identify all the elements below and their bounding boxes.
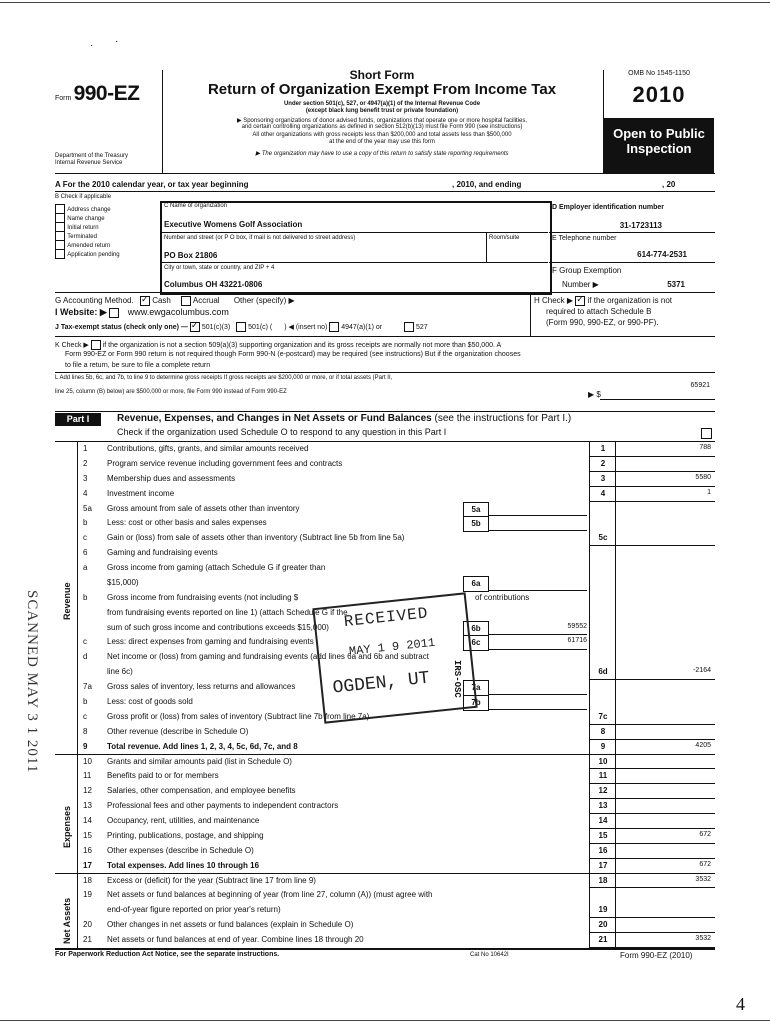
sub-line-box: 7a <box>463 680 489 696</box>
accrual-label: Accrual <box>192 296 220 306</box>
gross-receipts-text: L Add lines 5b, 6c, and 7b, to line 9 to determine gross receipts If gross receipts are $200,000 or more, or if total assets (Part II, <box>55 375 393 381</box>
footer-cat-number: Cat No 10642I <box>470 952 509 958</box>
check-k-text: if the organization is not a section 509(a)(3) supporting organization and its gross receipts are normally not more than $50,000. A <box>102 341 502 349</box>
table-row <box>55 844 715 859</box>
form-number: 990-EZ <box>73 82 140 105</box>
table-row <box>55 472 715 487</box>
line-number: 20 <box>83 920 92 930</box>
scan-dot: · <box>115 36 119 47</box>
tax-year: 2010 <box>632 82 686 107</box>
sub-line-amount[interactable] <box>489 578 587 591</box>
cash-checkbox[interactable] <box>140 296 150 306</box>
table-row <box>55 740 715 755</box>
check-application-pending[interactable]: Application pending <box>55 249 120 258</box>
sub-line-box: 6a <box>463 576 489 592</box>
schedule-o-check-row <box>117 427 446 437</box>
line-number: 13 <box>83 801 92 811</box>
tax-year-box <box>604 82 714 108</box>
line-box-number: 17 <box>598 860 608 870</box>
line-description: sum of such gross income and contributions exceeds $15,000) <box>107 622 329 632</box>
table-row <box>55 888 715 903</box>
4947-label: 4947(a)(1) or <box>341 323 383 331</box>
line-description: end-of-year figure reported on prior year's return) <box>107 905 281 915</box>
table-row <box>55 502 715 517</box>
line-description: Net assets or fund balances at end of year. Combine lines 18 through 20 <box>107 935 364 945</box>
line-description: Excess or (deficit) for the year (Subtract line 17 from line 9) <box>107 875 316 885</box>
line-number: 2 <box>83 458 88 468</box>
form-number-block <box>55 82 139 106</box>
sub-line-amount[interactable]: 61716 <box>489 637 587 650</box>
line-description: Other revenue (describe in Schedule O) <box>107 726 249 736</box>
sub-line-box: 5b <box>463 516 489 532</box>
line-description: Contributions, gifts, grants, and similar amounts received <box>107 444 309 453</box>
table-row <box>55 784 715 799</box>
line-description: Investment income <box>107 488 175 498</box>
other-orgs-note: All other organizations with gross receipts less than $200,000 and total assets less than $500,000 <box>252 132 512 138</box>
schedule-b-text-3: (Form 990, 990-EZ, or 990-PF). <box>546 318 659 327</box>
line-number: 6 <box>83 548 88 558</box>
line-box-number: 9 <box>600 741 606 751</box>
street-address[interactable]: PO Box 21806 <box>164 251 218 260</box>
line-number: c <box>83 533 87 543</box>
stamp-date: MAY 1 9 2011 <box>348 635 436 659</box>
website-row <box>55 307 229 318</box>
sponsoring-note: ▶ Sponsoring organizations of donor advised funds, organizations that operate one or more hospital facilities, <box>236 118 528 124</box>
side-label-net-assets: Net Assets <box>62 897 72 944</box>
side-label-revenue: Revenue <box>62 582 72 620</box>
ein-value[interactable]: 31-1723113 <box>619 221 662 230</box>
scan-dot: · <box>90 40 94 51</box>
line-number: 19 <box>83 890 92 900</box>
sub-line-box: 5a <box>463 502 489 518</box>
line-number: b <box>83 592 88 602</box>
page-mark: 4 <box>736 994 745 1014</box>
irs-label: Internal Revenue Service <box>55 160 123 166</box>
line-description: Program service revenue including government fees and contracts <box>107 458 343 468</box>
line-description: Gross amount from sale of assets other than inventory <box>107 503 300 513</box>
check-applicable-label: B Check if applicable <box>55 194 112 200</box>
line-box-number: 3 <box>600 473 606 483</box>
state-reporting-note: ▶ The organization may have to use a copy of this return to satisfy state reporting requirements <box>255 151 509 157</box>
stamp-received: RECEIVED <box>343 604 430 632</box>
sub-line-amount[interactable] <box>489 504 587 517</box>
line-box-number: 15 <box>598 830 608 840</box>
check-address-change[interactable]: Address change <box>55 204 120 213</box>
line-box-number: 7c <box>598 711 608 721</box>
line-box-number: 2 <box>600 458 606 468</box>
line-description: Gross profit or (loss) from sales of inventory (Subtract line 7b from line 7a) <box>107 711 370 721</box>
line-number: 11 <box>83 771 92 781</box>
line-box-number: 8 <box>600 726 606 736</box>
check-amended-return[interactable]: Amended return <box>55 240 120 249</box>
line-description: Benefits paid to or for members <box>107 771 219 781</box>
line-description: Net income or (loss) from gaming and fundraising events (add lines 6a and 6b and subtract <box>107 652 429 662</box>
line-box-number: 16 <box>598 845 608 855</box>
table-row <box>55 457 715 472</box>
tax-exempt-status-row <box>55 322 428 332</box>
tax-year-beginning-label: A For the 2010 calendar year, or tax year beginning <box>55 180 249 189</box>
phone-label: E Telephone number <box>552 235 617 242</box>
table-row <box>55 561 715 576</box>
sponsoring-note-2: and certain controlling organizations as defined in section 512(b)(13) must file Form 990 (see instructions) <box>241 124 523 130</box>
line-description: Less: cost of goods sold <box>107 697 193 706</box>
line-number: b <box>83 697 88 706</box>
sub-line-amount[interactable] <box>489 697 587 710</box>
group-exemption-label: F Group Exemption <box>552 266 622 275</box>
line-amount[interactable]: 4205 <box>695 741 711 749</box>
check-list <box>55 204 120 258</box>
line-description: Membership dues and assessments <box>107 473 236 483</box>
table-row <box>55 799 715 814</box>
except-black-lung: (except black lung benefit trust or private foundation) <box>305 108 459 114</box>
table-row <box>55 903 715 918</box>
line-description: Less: direct expenses from gaming and fundraising events <box>107 637 314 647</box>
gross-receipts-arrow: ▶ $ <box>588 390 601 399</box>
line-box-number: 20 <box>598 920 608 930</box>
table-row <box>55 918 715 933</box>
line-box-number: 21 <box>598 935 608 945</box>
table-row <box>55 814 715 829</box>
line-number: d <box>83 652 88 662</box>
line-number: c <box>83 711 87 721</box>
line-number: 7a <box>83 682 92 692</box>
side-label-expenses: Expenses <box>62 805 72 848</box>
line-number: 12 <box>83 786 92 796</box>
line-amount[interactable]: 3532 <box>695 875 711 883</box>
tax-exempt-label: J Tax-exempt status (check only one) — <box>55 323 188 331</box>
footer-paperwork-notice: For Paperwork Reduction Act Notice, see the separate instructions. <box>55 951 280 958</box>
527-checkbox[interactable] <box>404 322 414 332</box>
open-to-public-box <box>604 118 714 173</box>
line-description: Less: cost or other basis and sales expenses <box>107 518 267 528</box>
schedule-b-text-2: required to attach Schedule B <box>546 307 652 316</box>
line-description: Gaming and fundraising events <box>107 548 218 558</box>
table-row <box>55 769 715 784</box>
line-amount[interactable]: 5580 <box>695 473 711 481</box>
line-description: Printing, publications, postage, and shipping <box>107 830 264 840</box>
line-box-number: 18 <box>598 875 608 885</box>
dept-treasury: Department of the Treasury <box>55 153 129 159</box>
other-orgs-note-2: at the end of the year may use this form <box>329 139 435 145</box>
line-description: Occupancy, rent, utilities, and maintenance <box>107 816 260 826</box>
tax-year-end-suffix: , 20 <box>662 180 676 189</box>
check-terminated[interactable]: Terminated <box>55 231 120 240</box>
line-number: a <box>83 563 88 573</box>
schedule-o-check-text: Check if the organization used Schedule O to respond to any question in this Part I <box>117 427 447 437</box>
check-initial-return[interactable]: Initial return <box>55 222 120 231</box>
table-row <box>55 829 715 844</box>
line-box-number: 13 <box>598 801 608 811</box>
table-row <box>55 725 715 740</box>
part-i-title-tail: (see the instructions for Part I.) <box>434 413 572 424</box>
table-row <box>55 516 715 531</box>
line-amount[interactable]: 788 <box>699 444 711 451</box>
schedule-o-checkbox[interactable] <box>701 428 712 439</box>
website-value[interactable]: www.ewgacolumbus.com <box>127 307 229 317</box>
gross-receipts-amount[interactable]: 65921 <box>690 382 710 389</box>
received-stamp <box>312 592 477 723</box>
line-number: 18 <box>83 875 92 885</box>
sub-line-amount[interactable] <box>489 682 587 695</box>
line-box-number: 6d <box>598 667 608 677</box>
stamp-side-text: IRS-OSC <box>452 660 462 698</box>
501c-checkbox[interactable] <box>236 322 246 332</box>
table-row <box>55 933 715 948</box>
table-row <box>55 487 715 502</box>
group-exemption-number[interactable]: 5371 <box>667 280 685 289</box>
table-row <box>55 576 715 591</box>
check-h-text: if the organization is not <box>587 296 673 306</box>
line-amount[interactable]: -2164 <box>693 667 711 675</box>
check-name-change[interactable]: Name change <box>55 213 120 222</box>
table-row <box>55 859 715 874</box>
line-box-number: 19 <box>598 905 608 915</box>
city-label: City or town, state or country, and ZIP + 4 <box>164 265 275 271</box>
line-box-number: 10 <box>598 756 608 766</box>
line-description: Gross income from gaming (attach Schedule G if greater than <box>107 563 326 573</box>
stamp-city: OGDEN, UT <box>331 668 431 699</box>
table-row <box>55 546 715 561</box>
check-k-row <box>55 340 501 350</box>
line-description: line 6c) <box>107 667 133 677</box>
accounting-method-row <box>55 296 295 306</box>
line-description: from fundraising events reported on line 1) (attach Schedule G if the <box>107 607 348 617</box>
insert-no-label: ) ◀ (insert no) <box>284 323 328 331</box>
line-number: 15 <box>83 830 92 840</box>
line-number: c <box>83 637 87 647</box>
check-k-text-3: to file a return, be sure to file a complete return <box>65 362 211 369</box>
part-i-badge: Part I <box>55 413 101 426</box>
line-description: $15,000) <box>107 577 139 587</box>
line-number: 16 <box>83 845 92 855</box>
line-number: 1 <box>83 444 88 453</box>
4947-checkbox[interactable] <box>329 322 339 332</box>
sub-line-amount[interactable] <box>489 518 587 531</box>
line-description: Salaries, other compensation, and employee benefits <box>107 786 296 796</box>
line-number: 5a <box>83 503 92 513</box>
line-box-number: 12 <box>598 786 608 796</box>
table-row <box>55 755 715 770</box>
website-label: I Website: ▶ <box>55 307 107 317</box>
501c3-checkbox[interactable] <box>190 322 200 332</box>
sub-line-box: 6b <box>463 621 489 637</box>
table-row <box>55 442 715 457</box>
line-description: Other changes in net assets or fund balances (explain in Schedule O) <box>107 920 354 930</box>
line-amount[interactable]: 672 <box>699 830 711 838</box>
line-number: 3 <box>83 473 88 483</box>
cash-label: Cash <box>152 296 171 306</box>
line-amount[interactable]: 1 <box>707 488 711 496</box>
check-k-checkbox[interactable] <box>91 340 101 350</box>
street-label: Number and street (or P O box, if mail is not delivered to street address) <box>164 235 356 241</box>
line-box-number: 4 <box>600 488 606 498</box>
check-h-label: H Check ▶ <box>534 296 574 306</box>
check-k-label: K Check ▶ <box>55 341 89 349</box>
footer-form-name: Form 990-EZ (2010) <box>620 951 693 960</box>
short-form-label: Short Form <box>349 68 415 82</box>
line-description: Gross income from fundraising events (not including $ <box>107 592 299 602</box>
open-to-public: Open to Public <box>613 126 705 141</box>
check-k-text-2: Form 990-EZ or Form 990 return is not required though Form 990-N (e-postcard) may be required (see instructions) But if the organization chooses <box>65 351 521 358</box>
line-number: 17 <box>83 860 92 870</box>
room-suite-label: Room/suite <box>489 235 520 241</box>
line-description: Total expenses. Add lines 10 through 16 <box>107 860 260 870</box>
website-checkbox[interactable] <box>109 308 119 318</box>
line-description: Other expenses (describe in Schedule O) <box>107 845 254 855</box>
part-i-title: Revenue, Expenses, and Changes in Net Assets or Fund Balances <box>117 413 432 424</box>
table-row <box>55 874 715 889</box>
schedule-b-checkbox[interactable] <box>575 296 585 306</box>
line-box-number: 14 <box>598 816 608 826</box>
part-i-title-row <box>117 413 571 424</box>
gross-receipts-text-2: line 25, column (B) below) are $500,000 or more, file Form 990 instead of Form 990-EZ <box>55 389 287 395</box>
501c-label: 501(c) ( <box>248 323 273 331</box>
city-state-zip[interactable]: Columbus OH 43221-0806 <box>164 280 263 289</box>
org-name-label: C Name of organization <box>164 203 228 209</box>
sub-line-box: 7b <box>463 695 489 711</box>
other-method-label: Other (specify) ▶ <box>233 296 295 306</box>
group-exemption-number-label: Number ▶ <box>562 280 599 289</box>
501c3-label: 501(c)(3) <box>201 323 231 331</box>
line-number: 4 <box>83 488 88 498</box>
527-label: 527 <box>416 323 428 331</box>
line-tail-text: of contributions <box>475 592 530 602</box>
tax-year-ending-label: , 2010, and ending <box>452 180 522 189</box>
accrual-checkbox[interactable] <box>181 296 191 306</box>
under-section: Under section 501(c), 527, or 4947(a)(1) of the Internal Revenue Code <box>283 101 481 107</box>
form-word: Form <box>55 95 72 102</box>
line-number: 9 <box>83 741 88 751</box>
line-description: Professional fees and other payments to independent contractors <box>107 801 339 811</box>
line-box-number: 11 <box>598 771 608 781</box>
page-title: Return of Organization Exempt From Income Tax <box>207 81 557 98</box>
line-amount[interactable]: 3532 <box>695 935 711 943</box>
line-number: 8 <box>83 726 88 736</box>
ein-label: D Employer identification number <box>552 204 665 211</box>
accounting-method-label: G Accounting Method. <box>55 296 134 306</box>
scanned-stamp: SCANNED MAY 3 1 2011 <box>24 590 40 774</box>
omb-number: OMB No 1545-1150 <box>628 70 690 77</box>
line-number: 10 <box>83 756 92 766</box>
line-description: Gross sales of inventory, less returns and allowances <box>107 682 296 692</box>
line-amount[interactable]: 672 <box>699 860 711 868</box>
sub-line-box: 6c <box>463 635 489 651</box>
org-name[interactable]: Executive Womens Golf Association <box>164 220 303 229</box>
sub-line-amount[interactable]: 59552 <box>489 623 587 636</box>
line-number: 21 <box>83 935 92 945</box>
line-description: Grants and similar amounts paid (list in Schedule O) <box>107 756 292 766</box>
table-row <box>55 531 715 546</box>
line-number: 14 <box>83 816 92 826</box>
line-box-number: 5c <box>598 533 608 543</box>
phone-value[interactable]: 614-774-2531 <box>637 250 687 259</box>
line-description: Total revenue. Add lines 1, 2, 3, 4, 5c, 6d, 7c, and 8 <box>107 741 298 751</box>
schedule-b-row <box>534 296 672 306</box>
line-description: Net assets or fund balances at beginning of year (from line 27, column (A)) (must agree with <box>107 890 433 900</box>
line-description: Gain or (loss) from sale of assets other than inventory (Subtract line 5b from line 5a) <box>107 533 405 543</box>
inspection-label: Inspection <box>626 141 692 156</box>
line-number: b <box>83 518 88 528</box>
line-box-number: 1 <box>600 444 606 453</box>
